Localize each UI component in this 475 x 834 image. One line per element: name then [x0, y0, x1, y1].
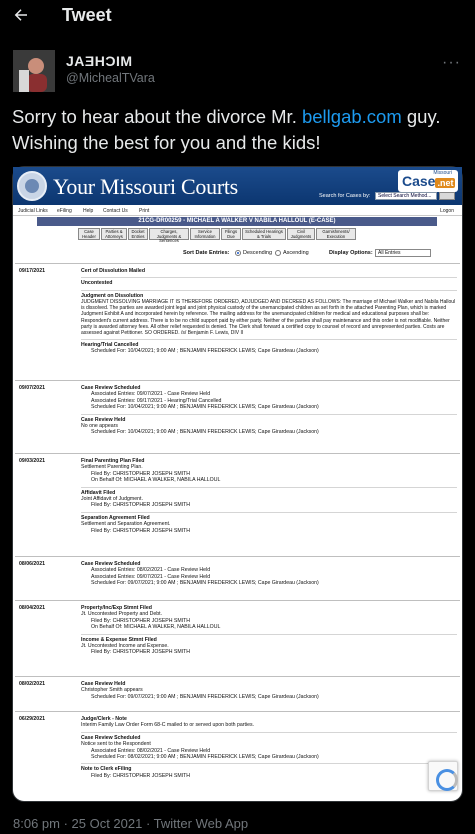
sort-label: Sort Date Entries:: [183, 250, 230, 256]
docket-entry-group: [81, 605, 457, 656]
case-tabs: [78, 228, 356, 244]
docket-entry-detail: Associated Entries: 09/07/2021 - Case Review Held: [91, 391, 211, 398]
docket-entry-title: Case Review Scheduled: [81, 561, 141, 567]
docket-entry-detail: Associated Entries: 09/07/2021 - Case Review Held: [91, 573, 211, 580]
docket-entry-title: Judgment on Dissolution: [81, 292, 144, 299]
docket-entry-title: Affidavit Filed: [81, 489, 116, 496]
docket-entry-group: [81, 716, 457, 779]
docket-date: 08/06/2021: [19, 561, 45, 567]
entry-divider: [81, 414, 457, 415]
tab-parties-attorneys: Parties & Attorneys: [101, 228, 127, 240]
tweet-text-part: Sorry to hear about the divorce Mr.: [12, 106, 302, 127]
top-bar: [0, 0, 475, 34]
docket-entry-detail: Associated Entries: 08/02/2021 - Case Review Held: [91, 747, 211, 754]
docket-entry-text: Settlement Parenting Plan.: [81, 464, 143, 471]
recaptcha-badge-icon: [428, 761, 458, 791]
casenet-logo: [398, 170, 458, 192]
docket-entry-text: Jt. Uncontested Property and Debt.: [81, 611, 163, 618]
entry-divider: [81, 634, 457, 635]
docket-date: 06/29/2021: [19, 716, 45, 722]
docket-entry-detail: Scheduled For: 10/04/2021; 9:00 AM ; BENJAMIN FREDERICK LEWIS; Cape Girardeau (Jackson): [91, 404, 319, 411]
tab-garnishments: Garnishments/ Execution: [316, 228, 356, 240]
docket-entry-group: [81, 458, 457, 534]
docket-entry-text: Notice sent to the Respondent: [81, 741, 151, 748]
docket-entry-text: Christopher Smith appears: [81, 687, 143, 694]
tweet-author: [0, 50, 475, 96]
docket-entry-title: Case Review Held: [81, 681, 126, 687]
sort-options-bar: [13, 249, 462, 258]
docket-date: 09/03/2021: [19, 458, 45, 464]
tab-service-information: Service Information: [190, 228, 220, 240]
search-go-button: [439, 192, 455, 200]
back-arrow-icon[interactable]: [12, 6, 34, 28]
docket-row: [15, 263, 460, 380]
sort-ascending-radio: [275, 250, 281, 256]
docket-date: 09/07/2021: [19, 385, 45, 391]
docket-entry-group: [81, 268, 457, 355]
docket-entry-text: Jt. Uncontested Income and Expense.: [81, 643, 169, 650]
logo-net: .net: [437, 178, 454, 188]
user-handle[interactable]: @MichealTVara: [66, 71, 155, 85]
docket-entry-text: Settlement and Separation Agreement.: [81, 521, 171, 528]
nav-print: Print: [139, 208, 150, 214]
tab-scheduled-hearings: Scheduled Hearings & Trials: [242, 228, 286, 240]
tab-case-header: Case Header: [78, 228, 100, 240]
docket-entry-detail: Associated Entries: 09/17/2021 - Hearing/Trial Cancelled: [91, 397, 222, 404]
docket-date: 08/02/2021: [19, 681, 45, 687]
tweet-text-part: guy. Wishing the best for you and the kids!: [12, 106, 441, 153]
tab-docket-entries: Docket Entries: [128, 228, 148, 240]
docket-entry-detail: Filed By: CHRISTOPHER JOSEPH SMITH: [91, 502, 191, 509]
entry-divider: [81, 763, 457, 764]
search-label: Search for Cases by:: [319, 193, 371, 199]
nav-contact-us: Contact Us: [103, 208, 128, 214]
docket-entry-text: No one appears: [81, 423, 118, 430]
docket-entry-detail: On Behalf Of: MICHAEL A WALKER, NABILA HALLOUL: [91, 477, 221, 484]
casenet-header: [13, 167, 462, 205]
docket-row: [15, 711, 460, 821]
docket-entry-title: Separation Agreement Filed: [81, 514, 150, 521]
sort-descending-radio: [235, 250, 241, 256]
entry-divider: [81, 339, 457, 340]
entry-divider: [81, 512, 457, 513]
docket-entry-title: Case Review Held: [81, 416, 126, 423]
docket-entry-title: Judge/Clerk - Note: [81, 716, 127, 722]
entry-divider: [81, 487, 457, 488]
logo-case: Case: [402, 173, 436, 189]
docket-entry-detail: Filed By: CHRISTOPHER JOSEPH SMITH: [91, 617, 191, 624]
entry-divider: [81, 732, 457, 733]
docket-entry-detail: On Behalf Of: MICHAEL A WALKER, NABILA HALLOUL: [91, 624, 221, 631]
docket-entry-title: Hearing/Trial Cancelled: [81, 341, 139, 348]
docket-row: [15, 600, 460, 676]
docket-entry-title: Case Review Scheduled: [81, 385, 141, 391]
tweet-media-image[interactable]: [12, 166, 463, 802]
nav-help: Help: [83, 208, 94, 214]
docket-date: 09/17/2021: [19, 268, 45, 274]
docket-entry-detail: Scheduled For: 08/02/2021; 9:00 AM ; BENJAMIN FREDERICK LEWIS; Cape Girardeau (Jackson): [91, 754, 319, 761]
tab-civil-judgments: Civil Judgments: [287, 228, 315, 240]
docket-entry-text: Interim Family Law Order Form 68-C mailed to or served upon both parties.: [81, 722, 254, 729]
more-dots-icon[interactable]: ···: [442, 54, 461, 71]
nav-judicial-links: Judicial Links: [18, 208, 48, 214]
tab-charges-judgments: Charges, Judgments & Sentences: [149, 228, 189, 240]
display-options-label: Display Options:: [329, 250, 373, 256]
docket-entry-detail: Filed By: CHRISTOPHER JOSEPH SMITH: [91, 772, 191, 779]
docket-entry-detail: Scheduled For: 10/04/2021; 9:00 AM ; BENJAMIN FREDERICK LEWIS; Cape Girardeau (Jackson): [91, 348, 319, 355]
docket-entry-group: [81, 561, 457, 587]
docket-entry-detail: Scheduled For: 09/07/2021; 9:00 AM ; BENJAMIN FREDERICK LEWIS; Cape Girardeau (Jackson): [91, 693, 319, 700]
docket-entry-paragraph: JUDGMENT DISSOLVING MARRIAGE IT IS THEREFORE ORDERED, ADJUDGED AND DECREED AS FOLLOWS: The marriage of Michael Walker and Nabila Halloul is dissolved. The parties are awarded joint legal and joint physical custody of the unemancipated children as set forth in the attached Parenting Plan, which is marked Judgment Exhibit A and incorporated herein by reference. The mailing address for the unemancipated children for medical and educational purposes shall be: Respondent's current address. There is to be no child support paid by either party. Neither of the parties shall pay maintenance and this order is not modifiable. Neither party is awarded attorney fees. All other relief requested is denied. The Clerk shall forward a certified copy to counsel of record and unrepresented parties. Costs are assessed against Petitioner. SO ORDERED. /s/ Benjamin F. Lewis, DIV II: [81, 299, 456, 336]
entry-divider: [81, 290, 457, 291]
avatar[interactable]: [13, 50, 55, 92]
tweet-link[interactable]: bellgab.com: [301, 106, 402, 127]
casenet-nav: [13, 206, 462, 216]
docket-row: [15, 453, 460, 556]
docket-entry-detail: Filed By: CHRISTOPHER JOSEPH SMITH: [91, 527, 191, 534]
docket-entry-group: [81, 681, 457, 700]
casenet-site-title: Your Missouri Courts: [53, 174, 238, 199]
tweet-text: [12, 104, 464, 156]
docket-row: [15, 380, 460, 453]
tab-filings-due: Filings Due: [221, 228, 241, 240]
docket-entry-title: Property/Inc/Exp Stmnt Filed: [81, 605, 152, 611]
display-name[interactable]: JAƎHƆIM: [66, 53, 133, 69]
docket-entry-title: Note to Clerk eFiling: [81, 766, 132, 773]
docket-entry-detail: Filed By: CHRISTOPHER JOSEPH SMITH: [91, 470, 191, 477]
docket-entry-title: Case Review Scheduled: [81, 734, 141, 741]
entry-divider: [81, 277, 457, 278]
docket-entry-title: Income & Expense Stmnt Filed: [81, 636, 157, 643]
display-options-select: All Entries: [375, 249, 431, 257]
sort-descending-label: Descending: [243, 250, 273, 256]
docket-entry-group: [81, 385, 457, 436]
docket-entry-title: Uncontested: [81, 280, 113, 287]
nav-logon: Logon: [440, 208, 454, 214]
case-title-bar: 21CG-DR00259 - MICHAEL A WALKER V NABILA HALLOUL (E-CASE): [37, 217, 437, 226]
docket-entry-title: Final Parenting Plan Filed: [81, 458, 145, 464]
docket-entry-detail: Scheduled For: 10/04/2021; 9:00 AM ; BENJAMIN FREDERICK LEWIS; Cape Girardeau (Jackson): [91, 429, 319, 436]
docket-row: [15, 556, 460, 600]
docket-date: 08/04/2021: [19, 605, 45, 611]
docket-entry-title: Cert of Dissolution Mailed: [81, 268, 145, 274]
nav-efiling: eFiling: [57, 208, 72, 214]
docket-entry-detail: Filed By: CHRISTOPHER JOSEPH SMITH: [91, 649, 191, 656]
missouri-seal-icon: [17, 171, 47, 201]
docket-row: [15, 676, 460, 711]
docket-entry-detail: Scheduled For: 09/07/2021; 9:00 AM ; BENJAMIN FREDERICK LEWIS; Cape Girardeau (Jackson): [91, 580, 319, 587]
search-method-select: Select Search Method...: [375, 192, 437, 200]
logo-missouri: Missouri: [433, 170, 452, 176]
sort-ascending-label: Ascending: [283, 250, 309, 256]
docket-entry-detail: Associated Entries: 08/02/2021 - Case Review Held: [91, 567, 211, 574]
docket-entry-text: Joint Affidavit of Judgment.: [81, 496, 143, 503]
page-title: Tweet: [62, 5, 112, 25]
tweet-timestamp[interactable]: 8:06 pm · 25 Oct 2021 · Twitter Web App: [13, 816, 249, 831]
